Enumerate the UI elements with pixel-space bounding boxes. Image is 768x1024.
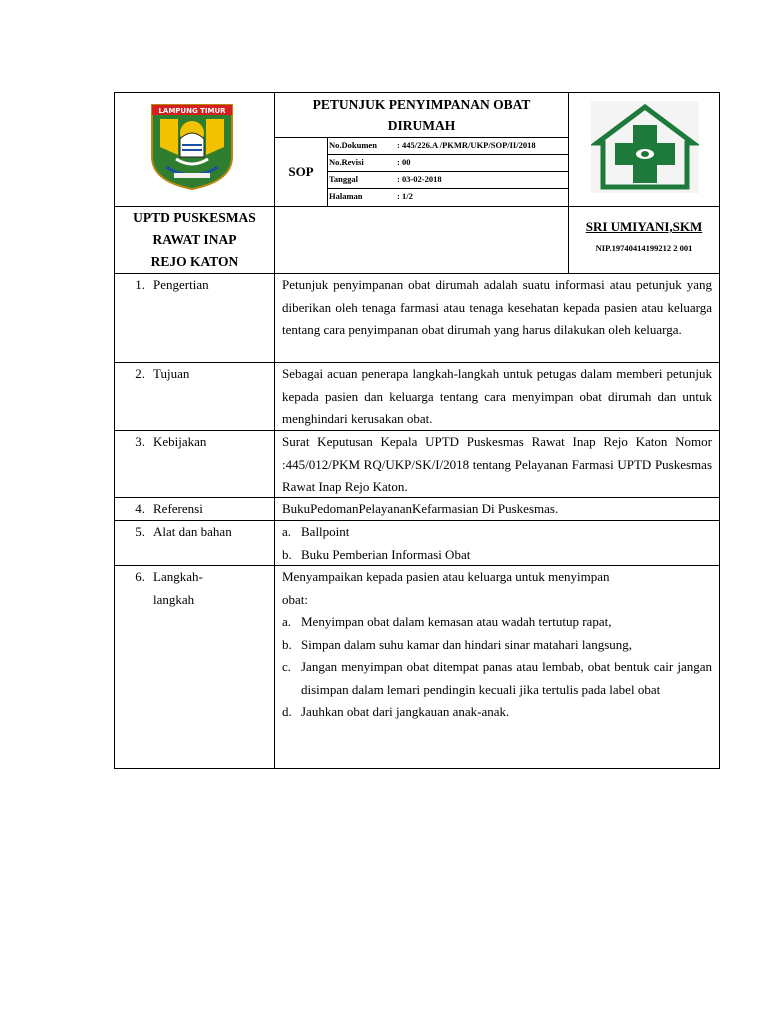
signer-nip: NIP.19740414199212 2 001 (595, 243, 693, 253)
organization-name: UPTD PUSKESMAS RAWAT INAP REJO KATON (115, 207, 275, 274)
document-title: PETUNJUK PENYIMPANAN OBAT DIRUMAH (275, 93, 568, 138)
lampung-timur-emblem-icon (146, 99, 238, 191)
section-tujuan (114, 363, 720, 431)
section-list (275, 521, 719, 565)
document-meta-table (328, 138, 568, 207)
section-label: 1. Pengertian (115, 274, 275, 362)
section-label: 4. Referensi (115, 498, 275, 520)
section-intro: Menyampaikan kepada pasien atau keluarga untuk menyimpan obat: (282, 569, 610, 607)
list-item: a. Ballpoint (282, 524, 350, 539)
sop-label: SOP (275, 138, 328, 207)
section-label: 2. Tujuan (115, 363, 275, 430)
section-langkah-langkah (114, 566, 720, 769)
meta-row-halaman: Halaman : 1/2 (329, 191, 413, 201)
section-alat-dan-bahan (114, 521, 720, 566)
section-list (275, 566, 719, 768)
section-pengertian (114, 274, 720, 363)
section-label: 6. Langkah- langkah (115, 566, 275, 768)
svg-text:LAMPUNG TIMUR: LAMPUNG TIMUR (158, 107, 226, 115)
signature-block (568, 207, 719, 274)
list-item: b. Buku Pemberian Informasi Obat (282, 546, 471, 562)
sop-document (114, 92, 720, 769)
meta-row-dokumen: No.Dokumen : 445/226.A /PKMR/UKP/SOP/II/2018 (328, 138, 568, 155)
list-item: b. Simpan dalam suhu kamar dan hindari sinar matahari langsung, (282, 636, 633, 652)
signer-name: SRI UMIYANI,SKM (585, 219, 703, 234)
empty-cell (275, 207, 568, 274)
section-text: Sebagai acuan penerapa langkah-langkah untuk petugas dalam memberi petunjuk kepada pasien dan keluarga tentang cara menyimpan obat dirumah dan untuk menghindari kerusakan obat. (282, 366, 712, 426)
list-item: c. Jangan menyimpan obat ditempat panas atau lembab, obat bentuk cair jangan disimpan dalam lemari pendingin kecuali jika tertulis pada label obat (282, 659, 712, 697)
section-text: Surat Keputusan Kepala UPTD Puskesmas Rawat Inap Rejo Katon Nomor :445/012/PKM RQ/UKP/SK/I/2018 tentang Pelayanan Farmasi UPTD Puskesmas Rawat Inap Rejo Katon. (282, 434, 712, 494)
section-label: 3. Kebijakan (115, 431, 275, 497)
document-header (114, 92, 720, 274)
section-label: 5. Alat dan bahan (115, 521, 275, 565)
list-item: d. Jauhkan obat dari jangkauan anak-anak. (282, 704, 510, 719)
section-kebijakan (114, 431, 720, 498)
section-text: Petunjuk penyimpanan obat dirumah adalah suatu informasi atau petunjuk yang diberikan oleh tenaga farmasi atau tenaga kesehatan kepada pasien atau keluarga tentang cara penyimpanan obat dirumah yang harus dilakukan oleh keluarga. (282, 277, 712, 337)
section-text: BukuPedomanPelayananKefarmasian Di Puskesmas. (282, 501, 559, 516)
section-referensi (114, 498, 720, 521)
meta-row-tanggal: Tanggal : 03-02-2018 (328, 172, 568, 189)
regional-logo-cell (115, 93, 275, 207)
puskesmas-cross-icon (591, 101, 699, 193)
health-logo-cell (568, 93, 719, 207)
meta-row-revisi: No.Revisi : 00 (328, 155, 568, 172)
list-item: a. Menyimpan obat dalam kemasan atau wadah tertutup rapat, (282, 614, 612, 629)
